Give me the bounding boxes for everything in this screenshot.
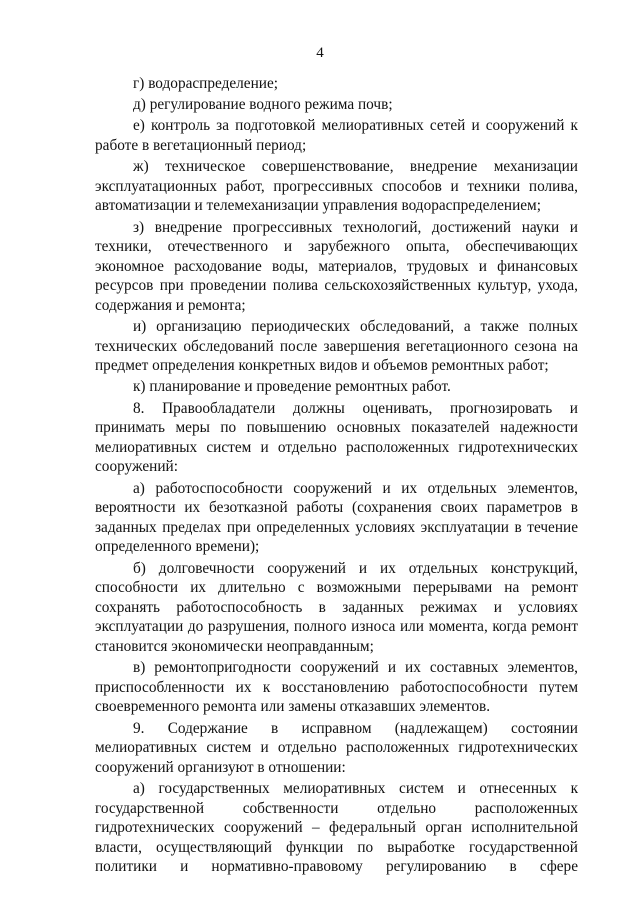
paragraph-e-network-preparation: е) контроль за подготовкой мелиоративных сетей и сооружений к работе в вегетационный период; [95,117,578,154]
paragraph-a-state-systems: а) государственных мелиоративных систем и отнесенных к государственной собственности отдельно расположенных гидротехнических сооружений – федеральный орган исполнительной власти, осуществляющий функции по выработке государственной политики и нормативно-правовому регулированию в сфере [95,779,578,876]
paragraph-b-durability: б) долговечности сооружений и их отдельных конструкций, способности их длительно с возможными перерывами на ремонт сохранять работоспособность в заданных режимах и условиях эксплуатации до разрушения, полного износа или момента, когда ремонт становится экономически неоправданным; [95,559,578,655]
paragraph-9-maintenance: 9. Содержание в исправном (надлежащем) состоянии мелиоративных систем и отдельно расположенных гидротехнических сооружений организуют в отношении: [95,719,578,776]
paragraph-zh-technical-improvement: ж) техническое совершенствование, внедрение механизации эксплуатационных работ, прогрессивных способов и техники полива, автоматизации и телемеханизации управления водораспределением; [95,158,578,215]
document-body [95,74,578,878]
paragraph-i-inspections: и) организацию периодических обследований, а также полных технических обследований после завершения вегетационного сезона на предмет определения конкретных видов и объемов ремонтных работ; [95,318,578,375]
paragraph-a-operability: а) работоспособности сооружений и их отдельных элементов, вероятности их безотказной работы (сохранения своих параметров в заданных пределах при определенных условиях эксплуатации в течение определенного времени); [95,479,578,556]
paragraph-g-water-distribution: г) водораспределение; [133,75,279,92]
paragraph-v-maintainability: в) ремонтопригодности сооружений и их составных элементов, приспособленности их к восстановлению работоспособности путем своевременного ремонта или замены отказавших элементов. [95,659,578,716]
page-number: 4 [316,45,324,61]
paragraph-d-soil-water-regime: д) регулирование водного режима почв; [133,96,393,114]
paragraph-z-progressive-technologies: з) внедрение прогрессивных технологий, достижений науки и техники, отечественного и зарубежного опыта, обеспечивающих экономное расходование воды, материалов, трудовых и финансовых ресурсов при проведении полива сельскохозяйственных культур, ухода, содержания и ремонта; [95,218,578,314]
paragraph-8-reliability: 8. Правообладатели должны оценивать, прогнозировать и принимать меры по повышению основных показателей надежности мелиоративных систем и отдельно расположенных гидротехнических сооружений: [95,399,578,476]
paragraph-k-repair-planning: к) планирование и проведение ремонтных работ. [133,378,451,396]
